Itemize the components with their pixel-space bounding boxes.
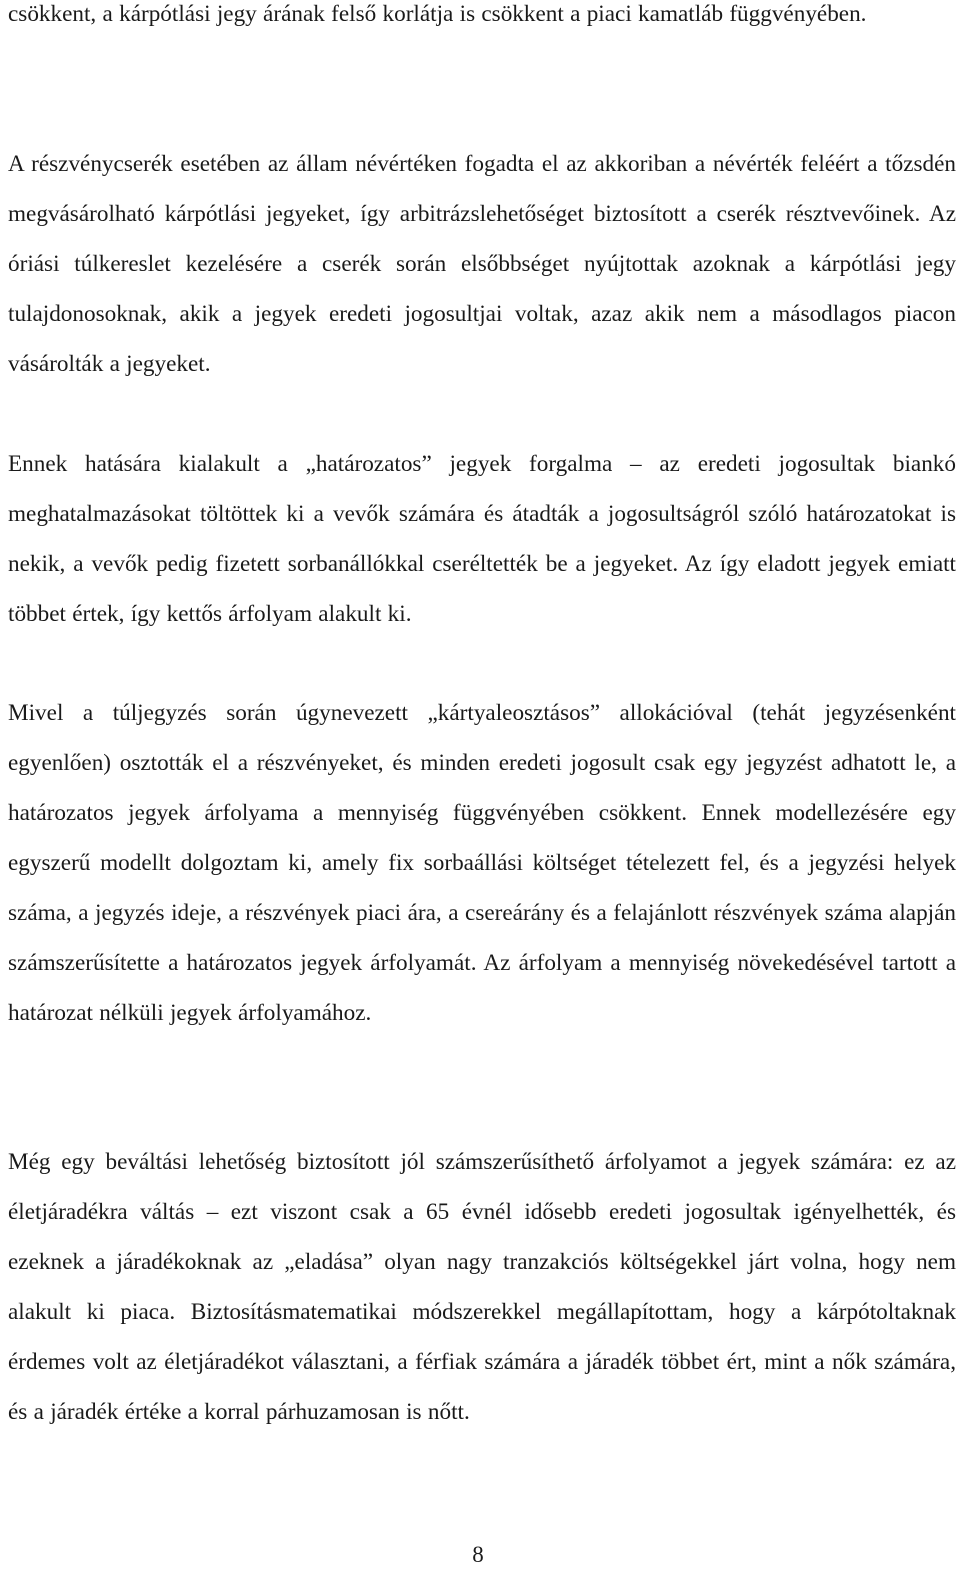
document-page — [8, 0, 956, 1567]
paragraph-2: A részvénycserék esetében az állam névértéken fogadta el az akkoriban a névérték feléért a tőzsdén megvásárolható kárpótlási jegyeket, így arbitrázslehetőséget biztosított a cserék résztvevőinek. Az óriási túlkereslet kezelésére a cserék során elsőbbséget nyújtottak azoknak a kárpótlási jegy tulajdonosoknak, akik a jegyek eredeti jogosultjai voltak, azaz akik nem a másodlagos piacon vásárolták a jegyeket. — [8, 151, 956, 377]
paragraph-5: Még egy beváltási lehetőség biztosított jól számszerűsíthető árfolyamot a jegyek számára: ez az életjáradékra váltás – ezt viszont csak a 65 évnél idősebb eredeti jogosultak igényelhették, és ezeknek a járadékoknak az „eladása” olyan nagy tranzakciós költségekkel járt volna, hogy nem alakult ki piaca. Biztosításmatematikai módszerekkel megállapítottam, hogy a kárpótoltaknak érdemes volt az életjáradékot választani, a férfiak számára a járadék többet ért, mint a nők számára, és a járadék értéke a korral párhuzamosan is nőtt. — [8, 1149, 956, 1425]
page-number: 8 — [472, 1542, 484, 1567]
paragraph-3: Ennek hatására kialakult a „határozatos” jegyek forgalma – az eredeti jogosultak biankó meghatalmazásokat töltöttek ki a vevők számára és átadták a jogosultságról szóló határozatokat is nekik, a vevők pedig fizetett sorbanállókkal cseréltették be a jegyeket. Az így eladott jegyek emiatt többet értek, így kettős árfolyam alakult ki. — [8, 451, 956, 627]
paragraph-1: csökkent, a kárpótlási jegy árának felső korlátja is csökkent a piaci kamatláb függvényében. — [8, 1, 867, 27]
paragraph-4: Mivel a túljegyzés során úgynevezett „kártyaleosztásos” allokációval (tehát jegyzésenként egyenlően) osztották el a részvényeket, és minden eredeti jogosult csak egy jegyzést adhatott le, a határozatos jegyek árfolyama a mennyiség függvényében csökkent. Ennek modellezésére egy egyszerű modellt dolgoztam ki, amely fix sorbaállási költséget tételezett fel, és a jegyzési helyek száma, a jegyzés ideje, a részvények piaci ára, a csereárány és a felajánlott részvények száma alapján számszerűsítette a határozatos jegyek árfolyamát. Az árfolyam a mennyiség növekedésével tartott a határozat nélküli jegyek árfolyamához. — [8, 700, 956, 1026]
